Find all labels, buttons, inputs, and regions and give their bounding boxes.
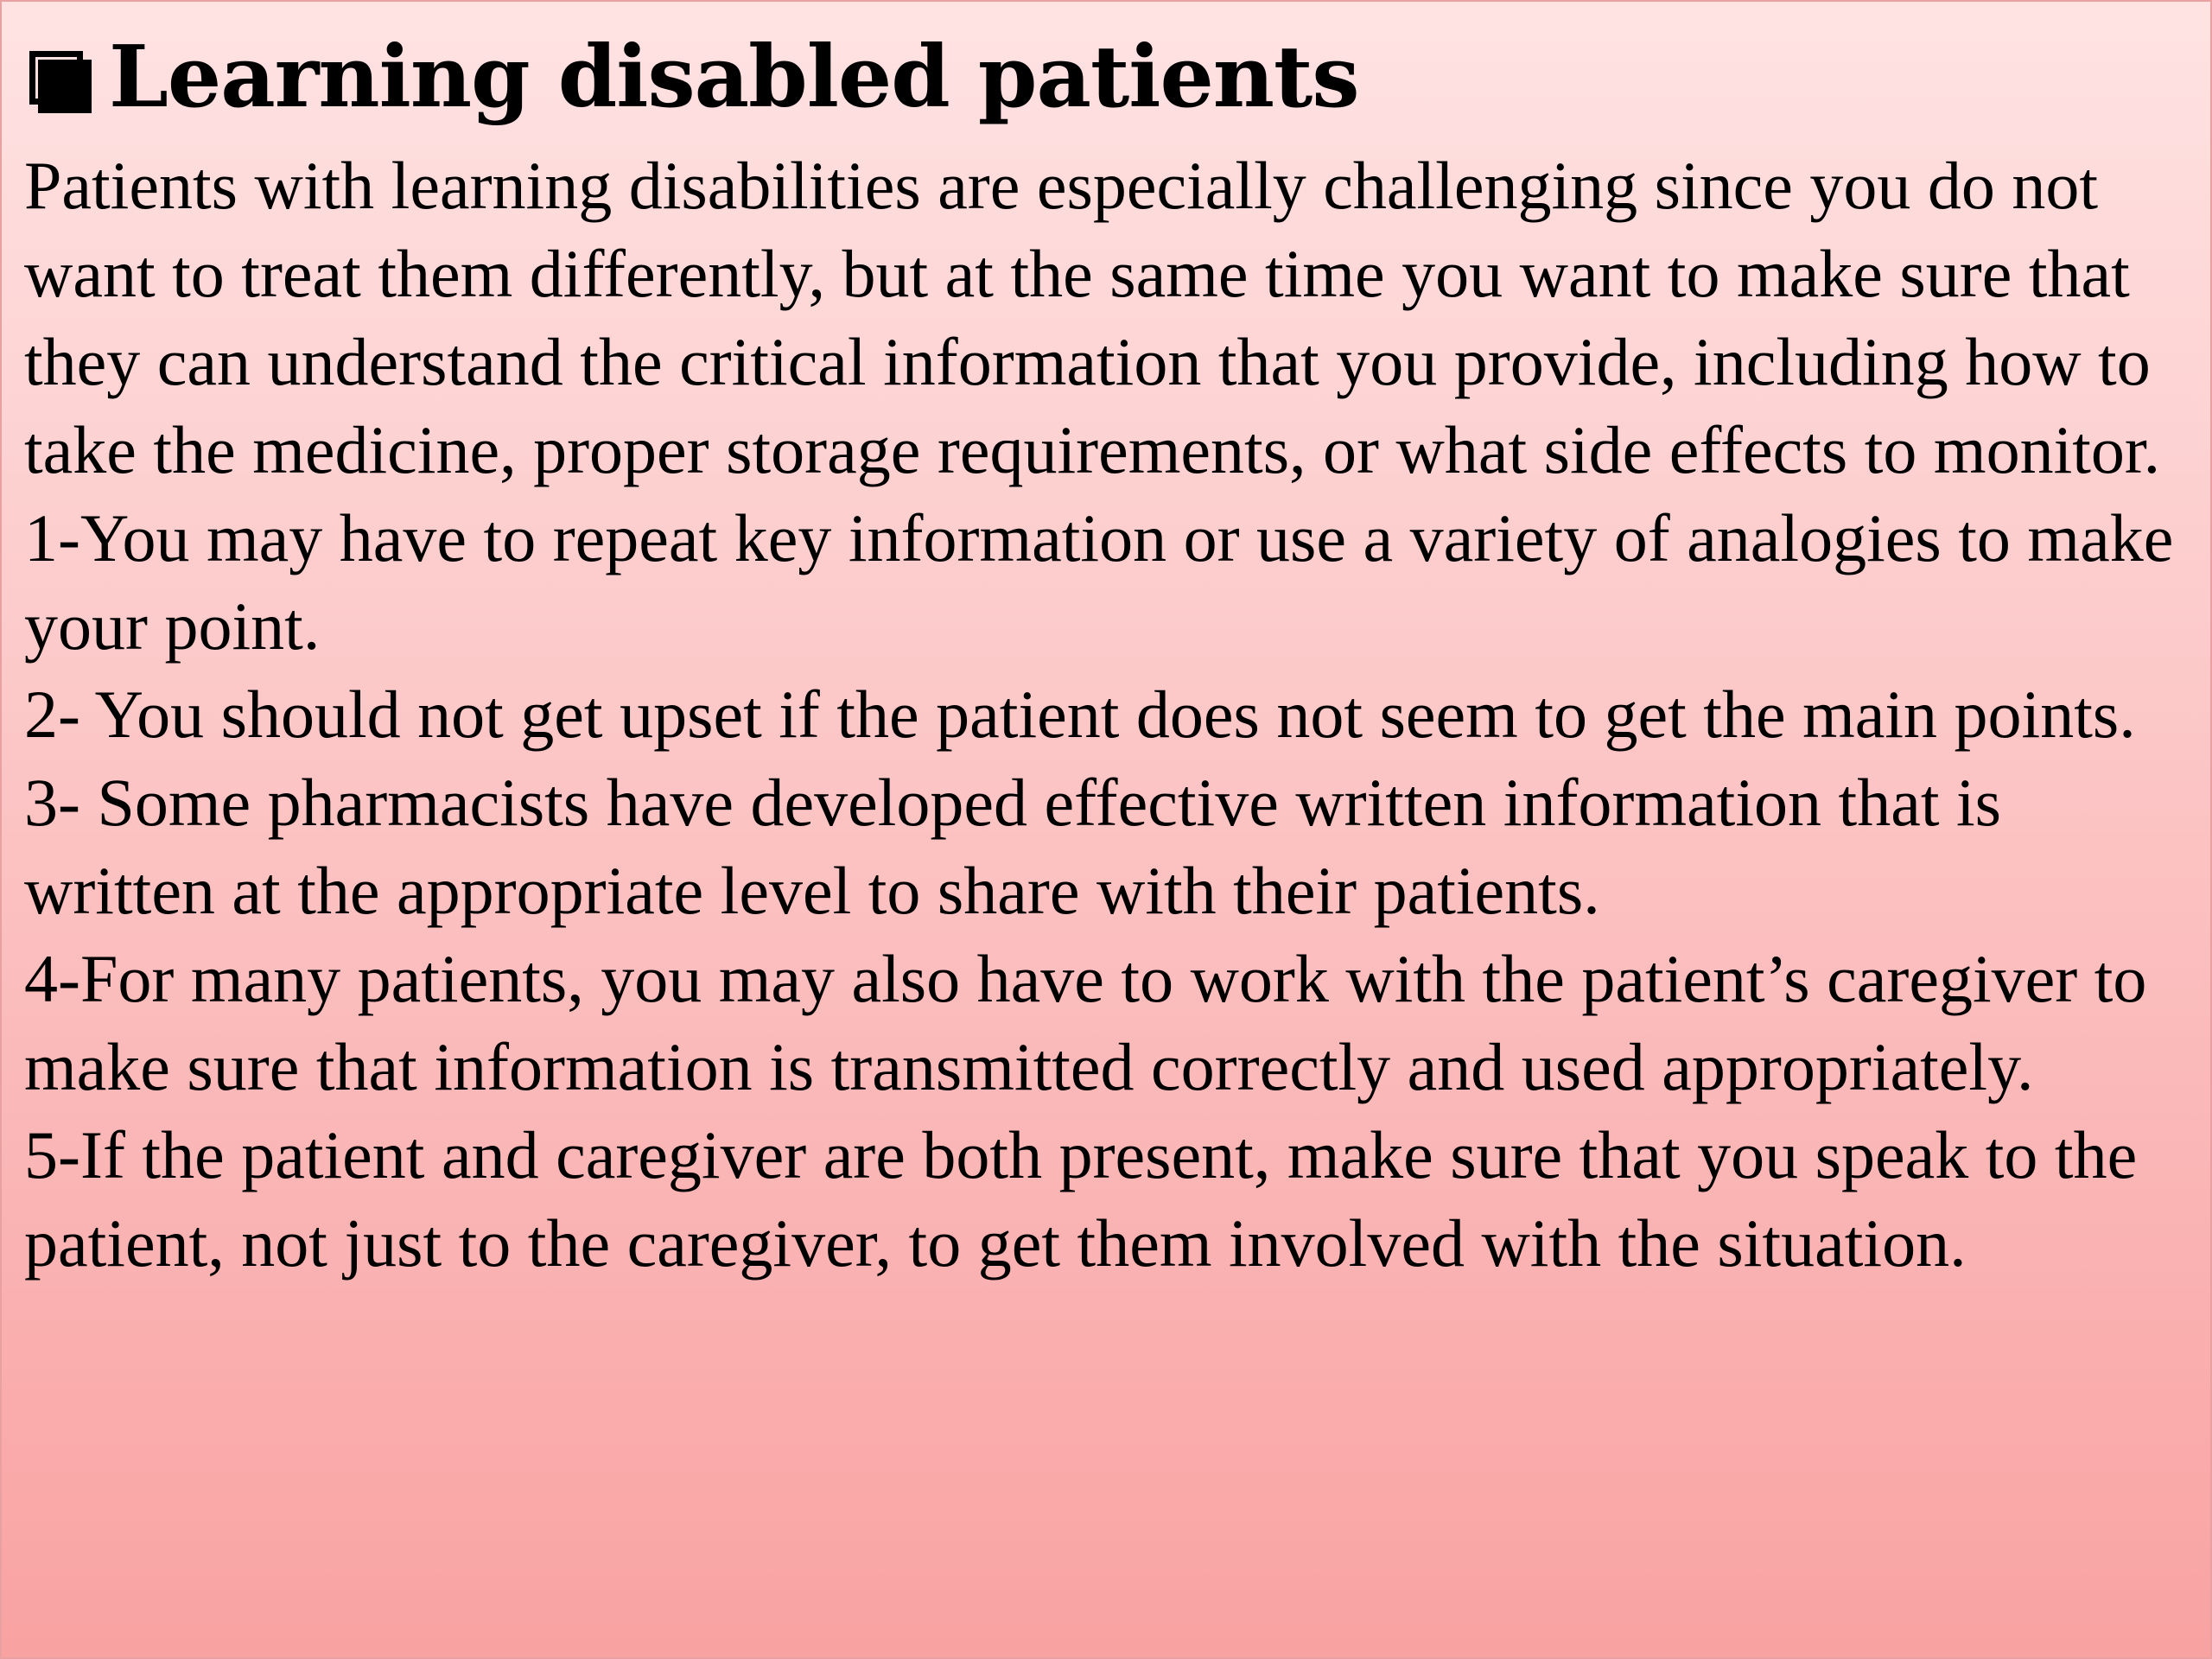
intro-paragraph: Patients with learning disabilities are especially challenging since you do not want to treat them differently, but at the same time you want to make sure that they can understand the critical information that you provide, including how to take the medicine, proper storage requirements, or what side effects to monitor. (24, 148, 2161, 487)
checkbox-square-icon (24, 46, 97, 118)
point-5: 5-If the patient and caregiver are both present, make sure that you speak to the patient, not just to the caregiver, to get them involved with the situation. (24, 1117, 2138, 1281)
point-2: 2- You should not get upset if the patient does not seem to get the main points. (24, 677, 2136, 752)
point-1: 1-You may have to repeat key information or use a variety of analogies to make your point. (24, 500, 2174, 664)
slide-body (24, 142, 2193, 1287)
point-3: 3- Some pharmacists have developed effective written information that is written at the appropriate level to share with their patients. (24, 765, 2002, 928)
point-4: 4-For many patients, you may also have to work with the patient’s caregiver to make sure that information is transmitted correctly and used appropriately. (24, 941, 2147, 1104)
slide-title: Learning disabled patients (109, 28, 1359, 127)
checkbox-box (29, 51, 83, 105)
title-row (24, 17, 1359, 138)
